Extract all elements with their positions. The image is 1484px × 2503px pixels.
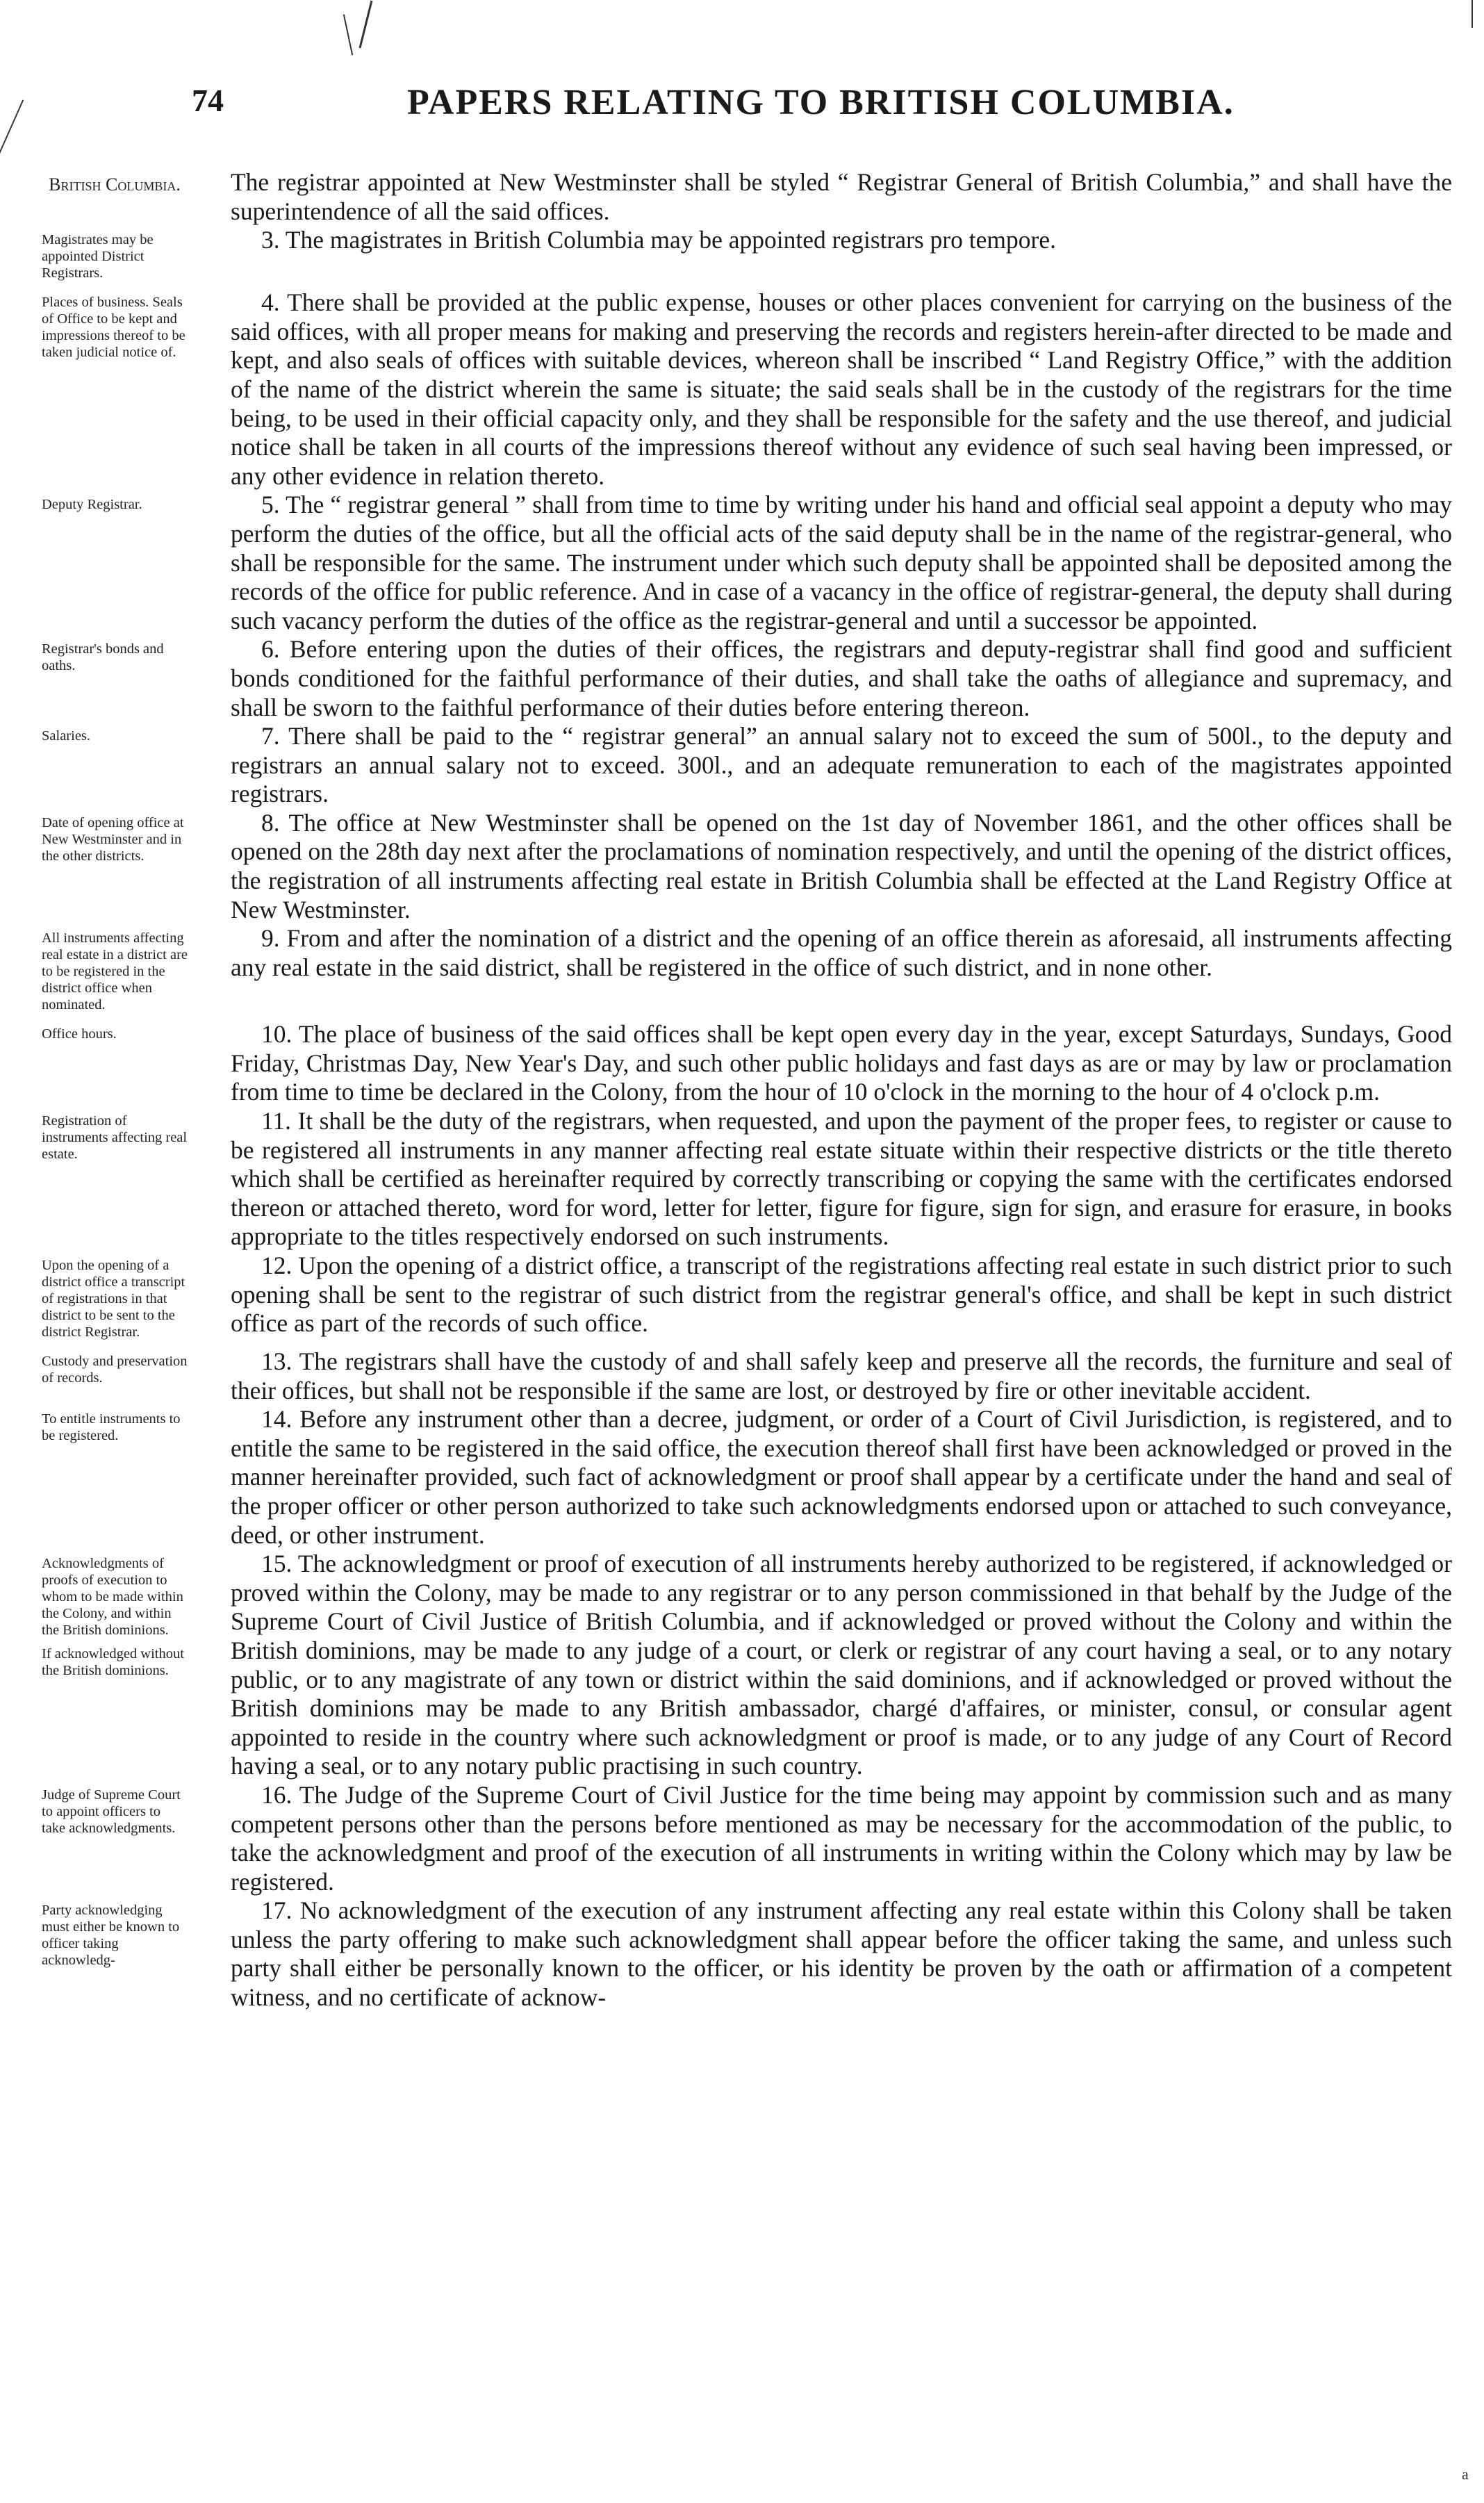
- section-16: [42, 1781, 1452, 1896]
- section-12: [42, 1252, 1452, 1347]
- section-17: [42, 1896, 1452, 2012]
- margin-column: [42, 1781, 188, 1844]
- page-body: [42, 168, 1452, 2012]
- main-column: [188, 1020, 1452, 1107]
- paragraph: 3. The magistrates in British Columbia may be appointed registrars pro tempore.: [261, 226, 1056, 254]
- section-11: [42, 1107, 1452, 1252]
- main-column: [188, 1252, 1452, 1338]
- scan-mark: [343, 14, 353, 55]
- section-7: [42, 722, 1452, 809]
- page-number: 74: [192, 83, 224, 118]
- margin-column: [42, 226, 188, 288]
- paragraph: 17. No acknowledgment of the execution of any instrument affecting any real estate within this Colony shall be taken unless the party offering to make such acknowledgment shall appear before the officer taking the same, and unless such party shall either be personally known to the officer, or his identity be proven by the oath or affirmation of a competent witness, and no certificate of acknow-: [231, 1896, 1452, 2012]
- margin-note: Custody and preservation of records.: [42, 1354, 188, 1386]
- margin-heading: British Columbia.: [49, 174, 181, 195]
- margin-column: [42, 168, 188, 205]
- main-column: [188, 1107, 1452, 1252]
- margin-column: [42, 1896, 188, 1976]
- main-column: [188, 1781, 1452, 1896]
- margin-note: All instruments affecting real estate in a district are to be registered in the district office when nominated.: [42, 930, 188, 1013]
- margin-column: [42, 1405, 188, 1451]
- paragraph: 8. The office at New Westminster shall be opened on the 1st day of November 1861, and the other offices shall be opened on the 28th day next after the proclamations of nomination respectively, and until the opening of the district offices, the registration of all instruments affecting real estate in British Columbia shall be effected at the Land Registry Office at New Westminster.: [231, 808, 1452, 924]
- margin-note: If acknowledged without the British dominions.: [42, 1646, 184, 1679]
- section-9: [42, 924, 1452, 1020]
- margin-column: [42, 288, 188, 368]
- margin-note: Magistrates may be appointed District Registrars.: [42, 232, 154, 281]
- paragraph: 12. Upon the opening of a district office, a transcript of the registrations affecting real estate in such district prior to such opening shall be sent to the registrar of such district from the registrar general's office, and shall be kept in such district office as part of the records of such office.: [231, 1252, 1452, 1338]
- section-3: [42, 226, 1452, 288]
- margin-note: Party acknowledging must either be known to officer taking acknowledg-: [42, 1903, 180, 1969]
- main-column: [188, 722, 1452, 809]
- running-title: PAPERS RELATING TO BRITISH COLUMBIA.: [407, 83, 1235, 122]
- margin-note: Salaries.: [42, 728, 91, 744]
- main-column: [188, 226, 1452, 255]
- section-intro: [42, 168, 1452, 226]
- paragraph: The registrar appointed at New Westminster shall be styled “ Registrar General of British Columbia,” and shall have the superintendence of all the said offices.: [231, 168, 1452, 225]
- main-column: [188, 168, 1452, 226]
- main-column: [188, 809, 1452, 924]
- scan-mark: [1471, 0, 1473, 28]
- margin-column: [42, 924, 188, 1020]
- main-column: [188, 1896, 1452, 2012]
- margin-note: Registrar's bonds and oaths.: [42, 641, 164, 674]
- section-13: [42, 1347, 1452, 1405]
- margin-note: Office hours.: [42, 1026, 117, 1042]
- paragraph: 10. The place of business of the said offices shall be kept open every day in the year, except Saturdays, Sundays, Good Friday, Christmas Day, New Year's Day, and such other public holidays and fast days as are or may by law or proclamation from time to time be declared in the Colony, from the hour of 10 o'clock in the morning to the hour of 4 o'clock p.m.: [231, 1020, 1452, 1106]
- section-4: [42, 288, 1452, 491]
- margin-note: Date of opening office at New Westminster and in the other districts.: [42, 814, 184, 864]
- margin-note: Judge of Supreme Court to appoint officers to take acknowledgments.: [42, 1787, 181, 1836]
- main-column: [188, 491, 1452, 635]
- paragraph: 13. The registrars shall have the custody of and shall safely keep and preserve all the records, the furniture and seal of their offices, but shall not be responsible if the same are lost, or destroyed by fire or other inevitable accident.: [231, 1347, 1452, 1404]
- section-15: [42, 1550, 1452, 1781]
- section-5: [42, 491, 1452, 635]
- margin-note: Places of business. Seals of Office to be kept and impressions thereof to be taken judicial notice of.: [42, 295, 186, 361]
- margin-column: [42, 1550, 188, 1686]
- margin-column: [42, 722, 188, 751]
- margin-column: [42, 491, 188, 520]
- main-column: [188, 924, 1452, 982]
- margin-note: Registration of instruments affecting real estate.: [42, 1113, 188, 1163]
- margin-note: Acknowledgments of proofs of execution to whom to be made within the Colony, and within the British dominions.: [42, 1556, 183, 1639]
- paragraph: 6. Before entering upon the duties of their offices, the registrars and deputy-registrar shall find good and sufficient bonds conditioned for the faithful performance of their duties, and shall take the oaths of allegiance and supremacy, and shall be sworn to the faithful performance of their duties before entering thereon.: [231, 635, 1452, 721]
- margin-column: [42, 1252, 188, 1347]
- margin-column: [42, 1107, 188, 1170]
- scan-mark: [0, 99, 24, 157]
- main-column: [188, 1550, 1452, 1781]
- margin-note: To entitle instruments to be registered.: [42, 1411, 181, 1444]
- paragraph: 15. The acknowledgment or proof of execution of all instruments hereby authorized to be registered, if acknowledged or proved within the Colony, may be made to any registrar or to any person commissioned in that behalf by the Judge of the Supreme Court of Civil Justice of British Columbia, and if acknowledged or proved without the Colony and within the British dominions, may be made to any judge of a court, or clerk or registrar of any court having a seal, or to any notary public, or to any magistrate of any town or district within the said dominions, and if acknowledged or proved without the British dominions may be made to any British ambassador, chargé d'affaires, or minister, consul, or consular agent appointed to reside in the country where such acknowledgment or proof is made, or to any judge of any Court of Record having a seal, or to any notary public practising in such country.: [231, 1550, 1452, 1780]
- main-column: [188, 288, 1452, 491]
- section-6: [42, 635, 1452, 722]
- paragraph: 4. There shall be provided at the public expense, houses or other places convenient for carrying on the business of the said offices, with all proper means for making and preserving the records and registers herein-after directed to be made and kept, and also seals of offices with suitable devices, whereon shall be inscribed “ Land Registry Office,” with the addition of the name of the district wherein the same is situate; the said seals shall be in the custody of the registrars for the time being, to be used in their official capacity only, and they shall be responsible for the safety and the use thereof, and judicial notice shall be taken in all courts of the impressions thereof without any evidence of such seal having been impressed, or any other evidence in relation thereto.: [231, 288, 1452, 490]
- page-corner-mark: a: [1462, 2465, 1469, 2483]
- paragraph: 5. The “ registrar general ” shall from time to time by writing under his hand and official seal appoint a deputy who may perform the duties of the office, but all the official acts of the said deputy shall be in the name of the registrar-general, who shall be responsible for the same. The instrument under which such deputy shall be appointed shall be deposited among the records of the office for public reference. And in case of a vacancy in the office of registrar-general, the deputy shall during such vacancy perform the duties of the office as the registrar-general and until a successor be appointed.: [231, 491, 1452, 634]
- margin-note: Upon the opening of a district office a transcript of registrations in that district to be sent to the district Registrar.: [42, 1258, 186, 1340]
- paragraph: 9. From and after the nomination of a district and the opening of an office therein as aforesaid, all instruments affecting any real estate in the said district, shall be registered in the office of such district, and in none other.: [231, 924, 1452, 981]
- main-column: [188, 1347, 1452, 1405]
- margin-column: [42, 635, 188, 681]
- scan-mark: [359, 1, 373, 49]
- section-14: [42, 1405, 1452, 1550]
- page-header: [192, 82, 1435, 138]
- paragraph: 14. Before any instrument other than a decree, judgment, or order of a Court of Civil Jurisdiction, is registered, and to entitle the same to be registered in the said office, the execution thereof shall first have been acknowledged or proved in the manner hereinafter provided, such fact of acknowledgment or proof shall appear by a certificate under the hand and seal of the proper officer or other person authorized to take such acknowledgments endorsed upon or attached to such conveyance, deed, or other instrument.: [231, 1405, 1452, 1549]
- section-8: [42, 809, 1452, 924]
- margin-column: [42, 809, 188, 871]
- main-column: [188, 1405, 1452, 1550]
- paragraph: 11. It shall be the duty of the registrars, when requested, and upon the payment of the proper fees, to register or cause to be registered all instruments in any manner affecting real estate situate within their respective districts or the title thereto which shall be certified as hereinafter required by correctly transcribing or copying the same with the certificates endorsed thereon or attached thereto, word for word, letter for letter, figure for figure, sign for sign, and erasure for erasure, in books appropriate to the titles respectively endorsed on such instruments.: [231, 1107, 1452, 1251]
- paragraph: 7. There shall be paid to the “ registrar general” an annual salary not to exceed the sum of 500l., to the deputy and registrars an annual salary not to exceed. 300l., and an adequate remuneration to each of the magistrates appointed registrars.: [231, 722, 1452, 808]
- margin-note: Deputy Registrar.: [42, 497, 142, 513]
- section-10: [42, 1020, 1452, 1107]
- paragraph: 16. The Judge of the Supreme Court of Civil Justice for the time being may appoint by commission such and as many competent persons other than the persons before mentioned as may be necessary for the accommodation of the public, to take the acknowledgment and proof of the execution of all instruments in writing within the Colony which may by law be registered.: [231, 1780, 1452, 1896]
- margin-column: [42, 1020, 188, 1049]
- margin-column: [42, 1347, 188, 1393]
- main-column: [188, 635, 1452, 722]
